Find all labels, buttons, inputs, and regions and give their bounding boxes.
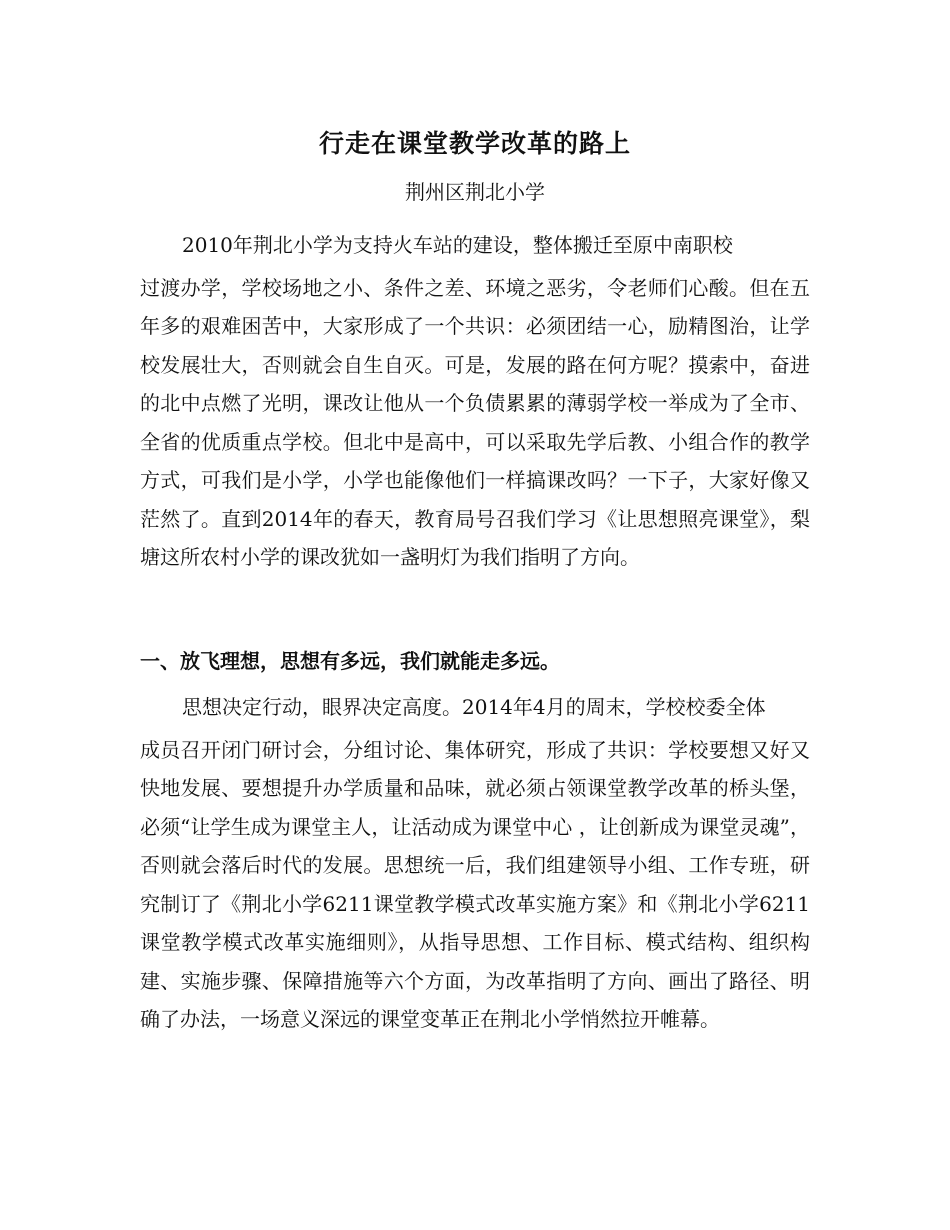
paragraph-2-first-line: 思想决定行动，眼界决定高度。2014年4月的周末，学校校委全体 [182, 695, 766, 719]
paragraph-1 [140, 226, 810, 577]
document-author: 荆州区荆北小学 [405, 180, 545, 204]
paragraph-1-body: 过渡办学，学校场地之小、条件之差、环境之恶劣，令老师们心酸。但在五年多的艰难困苦中，大家形成了一个共识：必须团结一心，励精图治，让学校发展壮大，否则就会自生自灭。可是，发展的路在何方呢？摸索中，奋进的北中点燃了光明，课改让他从一个负债累累的薄弱学校一举成为了全市、全省的优质重点学校。但北中是高中，可以采取先学后教、小组合作的教学方式，可我们是小学，小学也能像他们一样搞课改吗？一下子，大家好像又茫然了。直到2014年的春天，教育局号召我们学习《让思想照亮课堂》，梨塘这所农村小学的课改犹如一盏明灯为我们指明了方向。 [140, 275, 810, 569]
paragraph-2 [140, 688, 810, 1039]
section-heading: 一、放飞理想，思想有多远，我们就能走多远。 [140, 649, 560, 673]
paragraph-1-first-line: 2010年荆北小学为支持火车站的建设，整体搬迁至原中南职校 [182, 233, 733, 257]
document-title: 行走在课堂教学改革的路上 [318, 129, 631, 158]
paragraph-2-body: 成员召开闭门研讨会，分组讨论、集体研究，形成了共识：学校要想又好又快地发展、要想提升办学质量和品味，就必须占领课堂教学改革的桥头堡，必须“让学生成为课堂主人，让活动成为课堂中心 ，让创新成为课堂灵魂”，否则就会落后时代的发展。思想统一后，我们组建领导小组、工作专班，研究制订了《荆北小学6211课堂教学模式改革实施方案》和《荆北小学6211课堂教学模式改革实施细则》，从指导思想、工作目标、模式结构、组织构建、实施步骤、保障措施等六个方面，为改革指明了方向、画出了路径、明确了办法，一场意义深远的课堂变革正在荆北小学悄然拉开帷幕。 [140, 737, 810, 1031]
